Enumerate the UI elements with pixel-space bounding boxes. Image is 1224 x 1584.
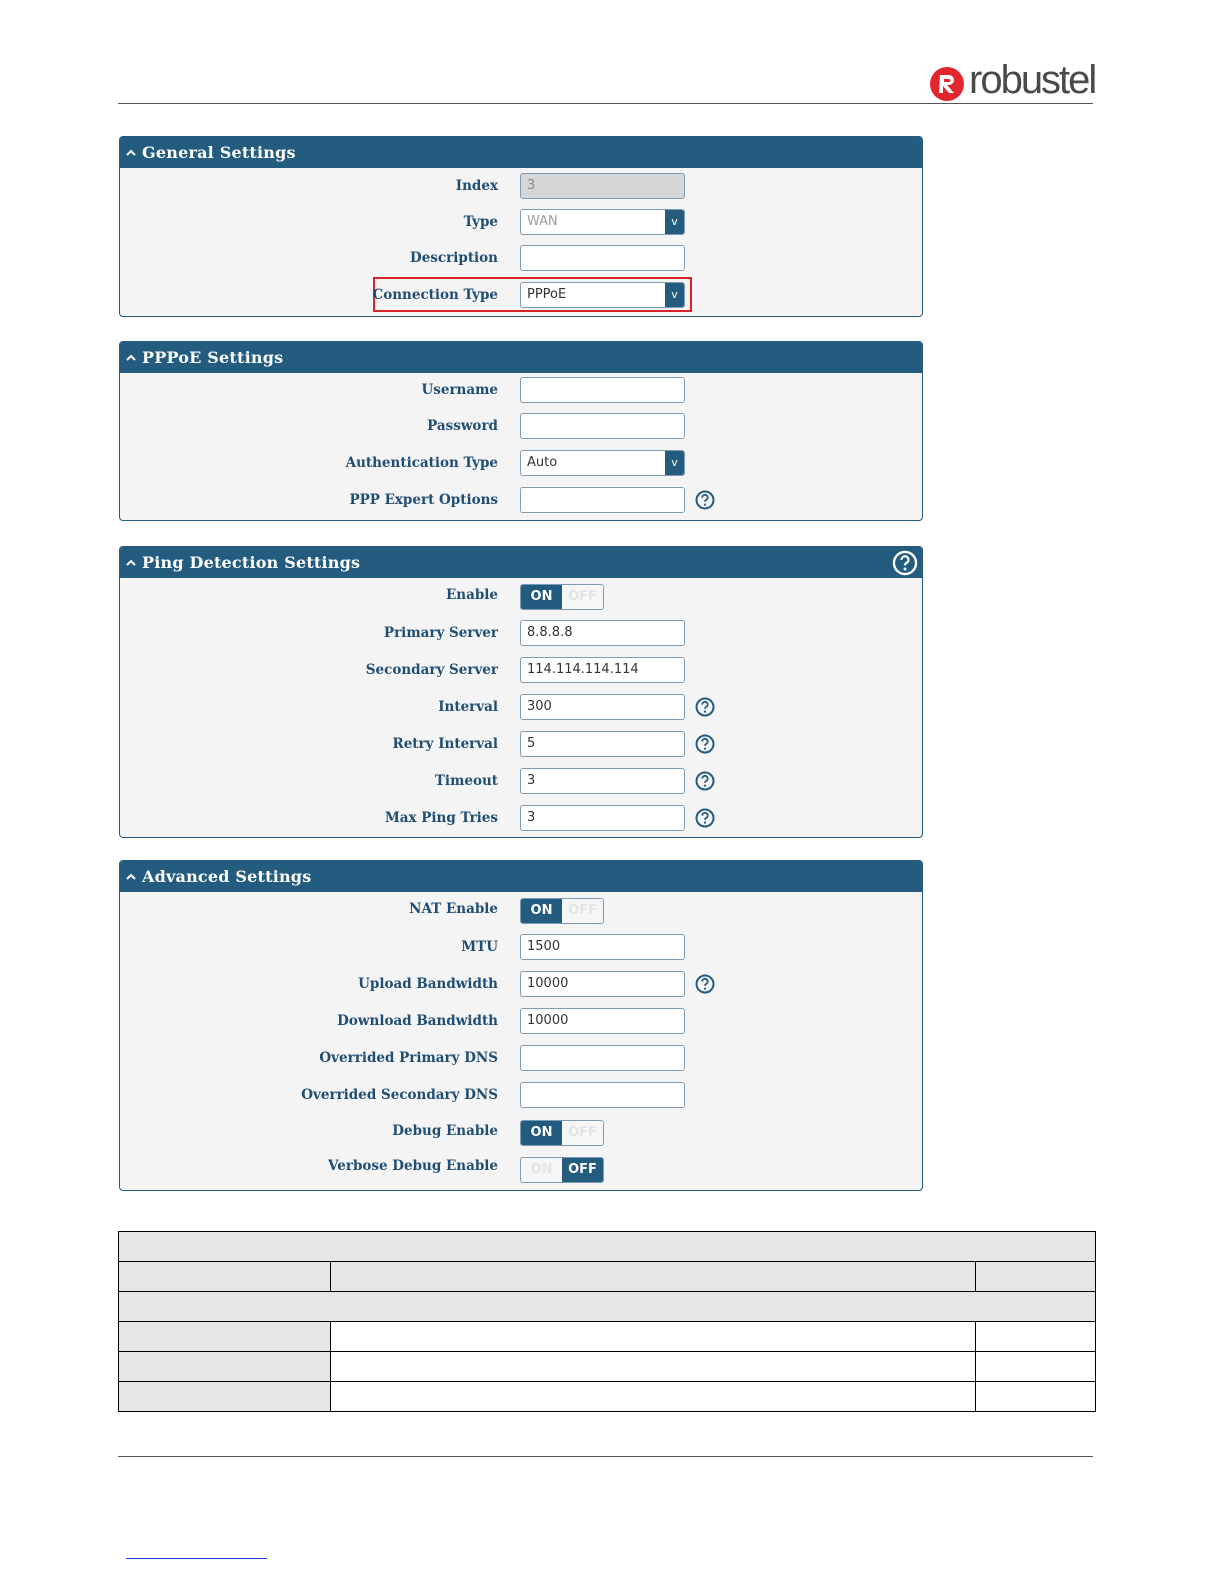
table-cell <box>119 1232 1096 1262</box>
collapse-caret-icon[interactable] <box>126 353 136 363</box>
table-cell <box>976 1322 1096 1352</box>
ppp-expert-row <box>120 487 922 513</box>
panel-title: General Settings <box>142 143 296 162</box>
table-cell <box>119 1352 331 1382</box>
advanced-settings-panel <box>119 860 923 1191</box>
toggle-on[interactable]: ON <box>521 585 562 609</box>
table-cell <box>119 1382 331 1412</box>
upload-bandwidth-field[interactable]: 10000 <box>520 971 685 997</box>
debug-enable-toggle[interactable] <box>520 1120 604 1146</box>
table-cell <box>119 1292 1096 1322</box>
nat-enable-row <box>120 898 922 924</box>
auth-type-select[interactable] <box>520 450 685 476</box>
table-cell <box>330 1322 975 1352</box>
panel-title: PPPoE Settings <box>142 348 284 367</box>
help-icon[interactable] <box>695 808 715 828</box>
table-cell <box>976 1352 1096 1382</box>
connection-type-row <box>120 282 922 308</box>
ping-enable-label: Enable <box>445 587 498 603</box>
table-cell <box>976 1382 1096 1412</box>
download-bandwidth-label: Download Bandwidth <box>337 1013 498 1029</box>
upload-bandwidth-label: Upload Bandwidth <box>358 976 498 992</box>
advanced-settings-header[interactable] <box>120 861 922 892</box>
retry-interval-field[interactable]: 5 <box>520 731 685 757</box>
mtu-field[interactable]: 1500 <box>520 934 685 960</box>
upload-bandwidth-row <box>120 971 922 997</box>
secondary-server-row <box>120 657 922 683</box>
header-divider <box>118 103 1093 104</box>
primary-dns-field[interactable] <box>520 1045 685 1071</box>
collapse-caret-icon[interactable] <box>126 558 136 568</box>
table-cell <box>330 1262 975 1292</box>
table-row <box>119 1352 1096 1382</box>
verbose-debug-toggle[interactable] <box>520 1157 604 1183</box>
table-cell <box>330 1352 975 1382</box>
help-icon[interactable] <box>695 490 715 510</box>
interval-row <box>120 694 922 720</box>
help-icon[interactable] <box>695 734 715 754</box>
timeout-field[interactable]: 3 <box>520 768 685 794</box>
ping-detection-panel <box>119 546 923 838</box>
interval-label: Interval <box>438 699 498 715</box>
type-select[interactable] <box>520 209 685 235</box>
table-cell <box>976 1262 1096 1292</box>
password-field[interactable] <box>520 413 685 439</box>
description-row <box>120 245 922 271</box>
type-row <box>120 209 922 235</box>
help-icon[interactable] <box>892 550 918 576</box>
interval-field[interactable]: 300 <box>520 694 685 720</box>
nat-enable-toggle[interactable] <box>520 898 604 924</box>
index-row <box>120 173 922 199</box>
ping-enable-row <box>120 584 922 610</box>
primary-dns-label: Overrided Primary DNS <box>319 1050 498 1066</box>
chevron-down-icon[interactable]: v <box>665 283 684 307</box>
table-row <box>119 1322 1096 1352</box>
download-bandwidth-row <box>120 1008 922 1034</box>
panel-title: Ping Detection Settings <box>142 553 361 572</box>
panel-title: Advanced Settings <box>142 867 312 886</box>
auth-type-label: Authentication Type <box>345 455 498 471</box>
retry-interval-label: Retry Interval <box>392 736 498 752</box>
general-settings-header[interactable] <box>120 137 922 168</box>
type-value: WAN <box>527 214 558 229</box>
pppoe-settings-panel <box>119 341 923 521</box>
ping-detection-header[interactable] <box>120 547 922 578</box>
help-icon[interactable] <box>695 697 715 717</box>
toggle-off[interactable]: OFF <box>562 585 603 609</box>
primary-server-field[interactable]: 8.8.8.8 <box>520 620 685 646</box>
toggle-off[interactable]: OFF <box>562 1158 603 1182</box>
footer-link-underline[interactable] <box>126 1558 267 1559</box>
ppp-expert-field[interactable] <box>520 487 685 513</box>
table-row <box>119 1382 1096 1412</box>
table-section-row <box>119 1292 1096 1322</box>
password-label: Password <box>427 418 498 434</box>
toggle-on[interactable]: ON <box>521 899 562 923</box>
description-label: Description <box>410 250 498 266</box>
timeout-label: Timeout <box>434 773 498 789</box>
mtu-label: MTU <box>461 939 498 955</box>
primary-server-label: Primary Server <box>383 625 498 641</box>
footer-divider <box>118 1456 1093 1457</box>
help-icon[interactable] <box>695 974 715 994</box>
toggle-off[interactable]: OFF <box>562 1121 603 1145</box>
connection-type-value: PPPoE <box>527 287 567 302</box>
primary-dns-row <box>120 1045 922 1071</box>
connection-type-label: Connection Type <box>372 287 498 303</box>
collapse-caret-icon[interactable] <box>126 148 136 158</box>
secondary-server-field[interactable]: 114.114.114.114 <box>520 657 685 683</box>
brand-name: robustel <box>969 58 1096 102</box>
type-label: Type <box>463 214 498 230</box>
auth-type-row <box>120 450 922 476</box>
primary-server-row <box>120 620 922 646</box>
download-bandwidth-field[interactable]: 10000 <box>520 1008 685 1034</box>
description-field[interactable] <box>520 245 685 271</box>
pppoe-settings-header[interactable] <box>120 342 922 373</box>
chevron-down-icon[interactable]: v <box>665 451 684 475</box>
timeout-row <box>120 768 922 794</box>
username-label: Username <box>421 382 498 398</box>
index-field: 3 <box>520 173 685 199</box>
table-cell <box>119 1262 331 1292</box>
max-ping-tries-label: Max Ping Tries <box>384 810 498 826</box>
ping-enable-toggle[interactable] <box>520 584 604 610</box>
secondary-dns-row <box>120 1082 922 1108</box>
collapse-caret-icon[interactable] <box>126 872 136 882</box>
secondary-dns-field[interactable] <box>520 1082 685 1108</box>
secondary-dns-label: Overrided Secondary DNS <box>301 1087 498 1103</box>
index-label: Index <box>455 178 498 194</box>
table-cell <box>330 1382 975 1412</box>
table-title-row <box>119 1232 1096 1262</box>
toggle-on[interactable]: ON <box>521 1158 562 1182</box>
debug-enable-row <box>120 1120 922 1146</box>
robustel-logo <box>929 58 1096 104</box>
nat-enable-label: NAT Enable <box>409 901 498 917</box>
toggle-on[interactable]: ON <box>521 1121 562 1145</box>
verbose-debug-row <box>120 1157 922 1183</box>
table-cell <box>119 1322 331 1352</box>
secondary-server-label: Secondary Server <box>365 662 498 678</box>
verbose-debug-label: Verbose Debug Enable <box>328 1158 498 1174</box>
help-icon[interactable] <box>695 771 715 791</box>
chevron-down-icon[interactable]: v <box>665 210 684 234</box>
table-header-row <box>119 1262 1096 1292</box>
general-settings-panel <box>119 136 923 317</box>
robustel-logo-icon <box>929 66 965 102</box>
username-field[interactable] <box>520 377 685 403</box>
retry-interval-row <box>120 731 922 757</box>
ppp-expert-label: PPP Expert Options <box>349 492 498 508</box>
toggle-off[interactable]: OFF <box>562 899 603 923</box>
connection-type-select[interactable] <box>520 282 685 308</box>
debug-enable-label: Debug Enable <box>392 1123 498 1139</box>
password-row <box>120 413 922 439</box>
max-ping-tries-row <box>120 805 922 831</box>
auth-type-value: Auto <box>527 455 558 470</box>
max-ping-tries-field[interactable]: 3 <box>520 805 685 831</box>
parameter-table <box>118 1231 1096 1412</box>
username-row <box>120 377 922 403</box>
mtu-row <box>120 934 922 960</box>
